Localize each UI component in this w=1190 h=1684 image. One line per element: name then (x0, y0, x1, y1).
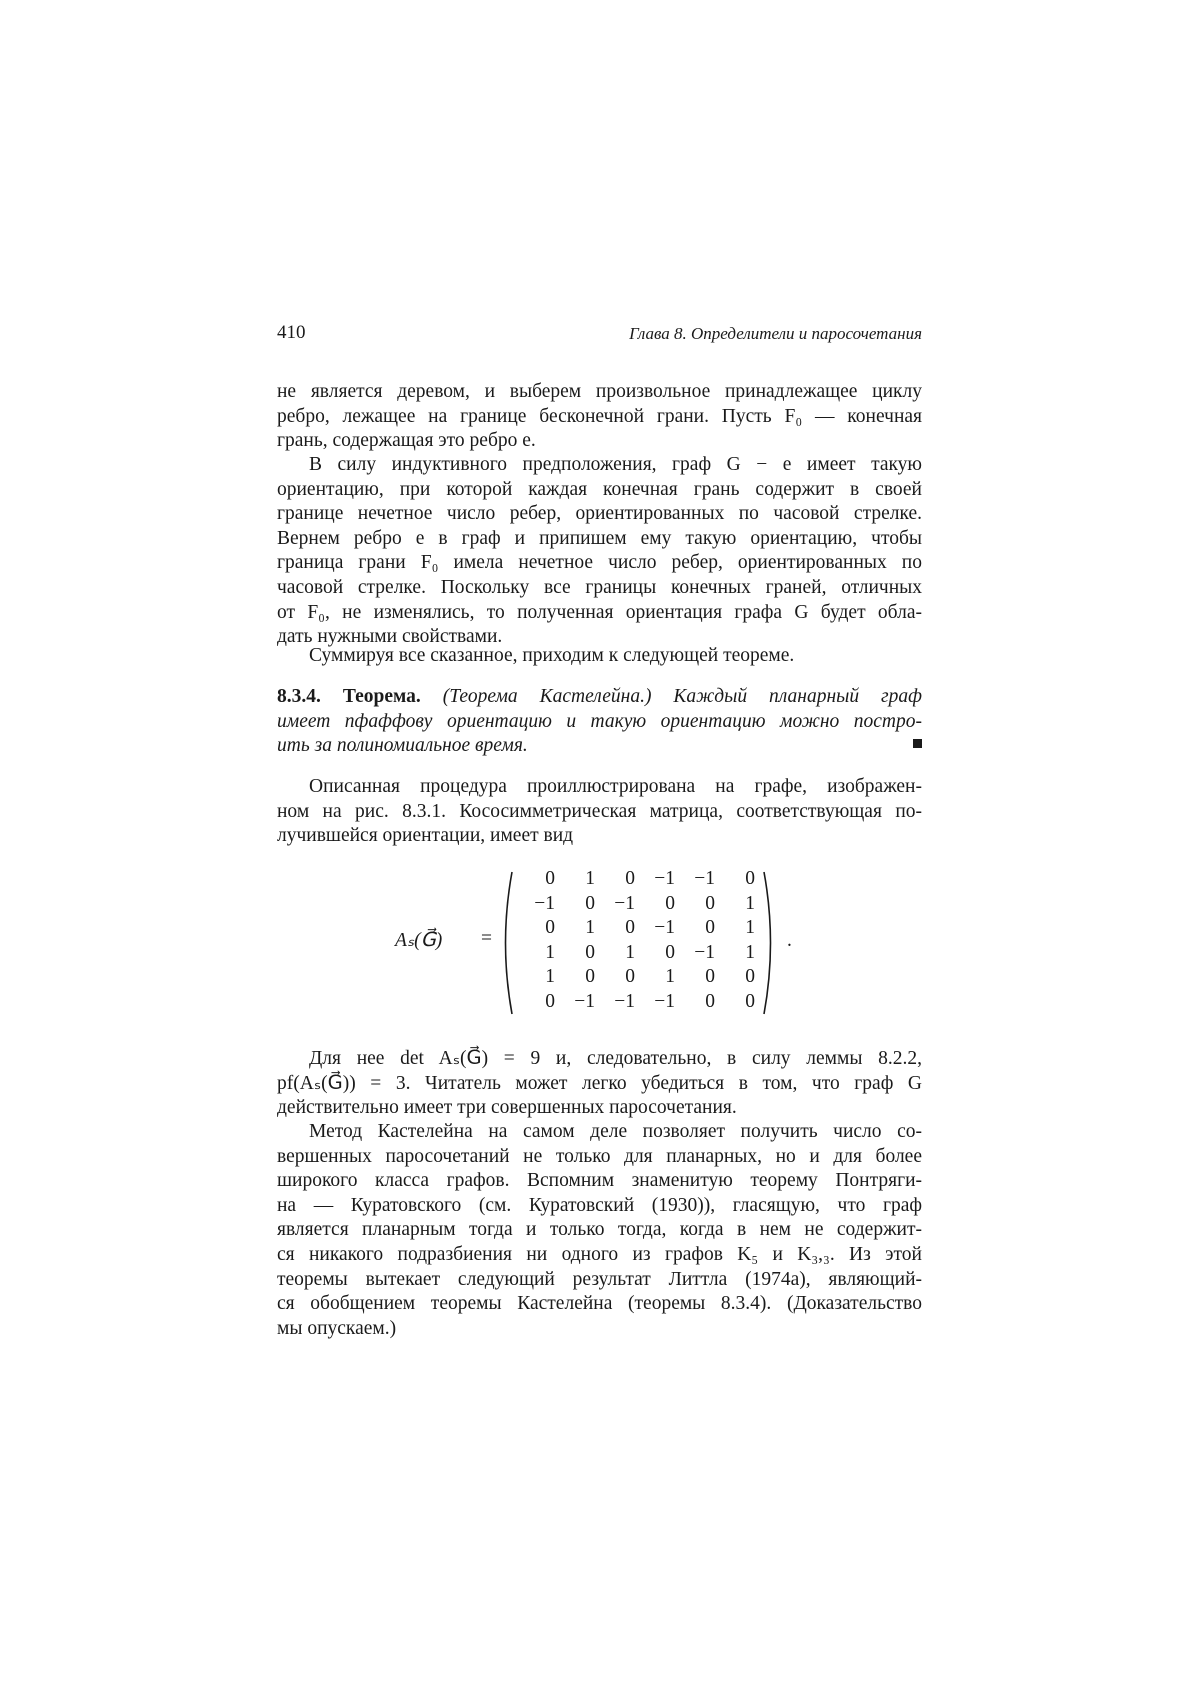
matrix-cell: 0 (705, 991, 715, 1012)
matrix-row (519, 868, 761, 893)
theorem-text: имеет пфаффову ориентацию и такую ориентацию можно постро- (277, 710, 922, 732)
matrix-cell: 1 (545, 966, 555, 988)
text-line: границе нечетное число ребер, ориентированных по часовой стрелке. (277, 503, 922, 525)
paragraph-5 (277, 1047, 922, 1121)
matrix-cell: 0 (665, 941, 675, 963)
text-line: мы опускаем.) (277, 1317, 397, 1339)
matrix-cell: −1 (694, 941, 715, 963)
matrix-row (519, 917, 761, 942)
matrix-cell: 0 (705, 966, 715, 988)
matrix-cell: −1 (614, 991, 635, 1012)
running-title: Глава 8. Определители и паросочетания (629, 324, 922, 343)
matrix-cell: −1 (574, 991, 595, 1012)
matrix-cell: 0 (665, 892, 675, 914)
matrix-cell: 0 (585, 966, 595, 988)
right-parenthesis-icon (761, 870, 779, 1016)
text-line: Вернем ребро e в граф и припишем ему такую ориентацию, чтобы (277, 527, 922, 549)
matrix-grid (519, 868, 761, 1018)
matrix-cell: 0 (545, 917, 555, 939)
matrix-cell: 1 (625, 941, 635, 963)
theorem-heading: 8.3.4. Теорема. (277, 686, 421, 707)
text-line: ся никакого подразбиения ни одного из графов K₅ и K₃,₃. Из этой (277, 1243, 922, 1265)
text-line: действительно имеет три совершенных паросочетания. (277, 1097, 737, 1119)
text-line: лучившейся ориентации, имеет вид (277, 825, 574, 847)
text-line: от F₀, не изменялись, то полученная ориентация графа G будет обла- (277, 601, 922, 623)
matrix-cell: 1 (545, 941, 555, 963)
matrix-cell: 0 (585, 941, 595, 963)
matrix-label: Aₛ(G⃗) (395, 930, 443, 951)
paragraph-2 (277, 453, 922, 650)
text-line: Описанная процедура проиллюстрирована на графе, изображен- (309, 776, 922, 797)
text-line: теоремы вытекает следующий результат Литтла (1974a), являющий- (277, 1268, 922, 1290)
text-line: Метод Кастелейна на самом деле позволяет получить число со- (309, 1121, 922, 1142)
matrix-cell: −1 (534, 892, 555, 914)
text-line: грань, содержащая это ребро e. (277, 430, 536, 452)
equals-sign: = (481, 928, 492, 949)
matrix-cell: 0 (545, 991, 555, 1012)
matrix-row (519, 942, 761, 967)
matrix-cell: 0 (585, 892, 595, 914)
matrix-cell: 0 (745, 966, 755, 988)
text-line: не является деревом, и выберем произвольное принадлежащее циклу (277, 381, 922, 402)
text-line: является планарным тогда и только тогда, когда в нем не содержит- (277, 1219, 922, 1241)
paragraph-4 (277, 775, 922, 849)
paragraph-6 (277, 1120, 922, 1341)
matrix-row (519, 966, 761, 991)
matrix-cell: 1 (585, 868, 595, 889)
matrix-cell: 1 (745, 917, 755, 939)
matrix-cell: 0 (705, 892, 715, 914)
matrix-cell: 1 (745, 941, 755, 963)
matrix-cell: 0 (705, 917, 715, 939)
matrix-cell: 0 (745, 991, 755, 1012)
text-line: ориентацию, при которой каждая конечная грань содержит в своей (277, 478, 922, 500)
text-line: часовой стрелке. Поскольку все границы конечных граней, отличных (277, 576, 922, 598)
matrix-cell: 1 (585, 917, 595, 939)
matrix-cell: 0 (745, 868, 755, 889)
matrix-cell: 0 (625, 868, 635, 889)
matrix-cell: −1 (654, 868, 675, 889)
text-line: Суммируя все сказанное, приходим к следующей теореме. (309, 645, 795, 666)
text-line: В силу индуктивного предположения, граф G − e имеет такую (309, 454, 922, 475)
text-line: ном на рис. 8.3.1. Кососимметрическая матрица, соответствующая по- (277, 800, 922, 822)
text-line: дать нужными свойствами. (277, 626, 503, 648)
text-line: pf(Aₛ(G⃗)) = 3. Читатель может легко убедиться в том, что граф G (277, 1072, 922, 1094)
page-number: 410 (277, 322, 306, 343)
theorem-first-line (277, 685, 922, 710)
text-line: широкого класса графов. Вспомним знаменитую теорему Понтряги- (277, 1170, 922, 1192)
text-line: ребро, лежащее на границе бесконечной грани. Пусть F₀ — конечная (277, 405, 922, 427)
matrix-cell: −1 (614, 892, 635, 914)
matrix-equation (395, 866, 815, 1016)
matrix-row (519, 991, 761, 1016)
theorem-text: ить за полиномиальное время. (277, 735, 528, 757)
matrix-cell: 1 (665, 966, 675, 988)
theorem-text: (Теорема Кастелейна.) Каждый планарный граф (442, 686, 923, 707)
page-header (277, 322, 922, 350)
matrix-cell: 0 (545, 868, 555, 889)
text-line: граница грани F₀ имела нечетное число ребер, ориентированных по (277, 552, 922, 574)
paragraph-3 (277, 644, 922, 669)
matrix-cell: 0 (625, 917, 635, 939)
text-line: на — Куратовского (см. Куратовский (1930)), гласящую, что граф (277, 1194, 922, 1216)
theorem-8-3-4 (277, 685, 922, 759)
matrix-cell: 1 (745, 892, 755, 914)
matrix-cell: −1 (654, 991, 675, 1012)
left-parenthesis-icon (497, 870, 515, 1016)
text-line: ся обобщением теоремы Кастелейна (теоремы 8.3.4). (Доказательство (277, 1293, 922, 1315)
text-line: Для нее det Aₛ(G⃗) = 9 и, следовательно, в силу леммы 8.2.2, (309, 1048, 922, 1069)
text-line: вершенных паросочетаний не только для планарных, но и для более (277, 1145, 922, 1167)
matrix-row (519, 893, 761, 918)
matrix-cell: −1 (654, 917, 675, 939)
matrix-cell: 0 (625, 966, 635, 988)
matrix-cell: −1 (694, 868, 715, 889)
paragraph-1 (277, 380, 922, 454)
qed-square-icon (913, 739, 922, 748)
matrix-period: . (787, 930, 792, 951)
